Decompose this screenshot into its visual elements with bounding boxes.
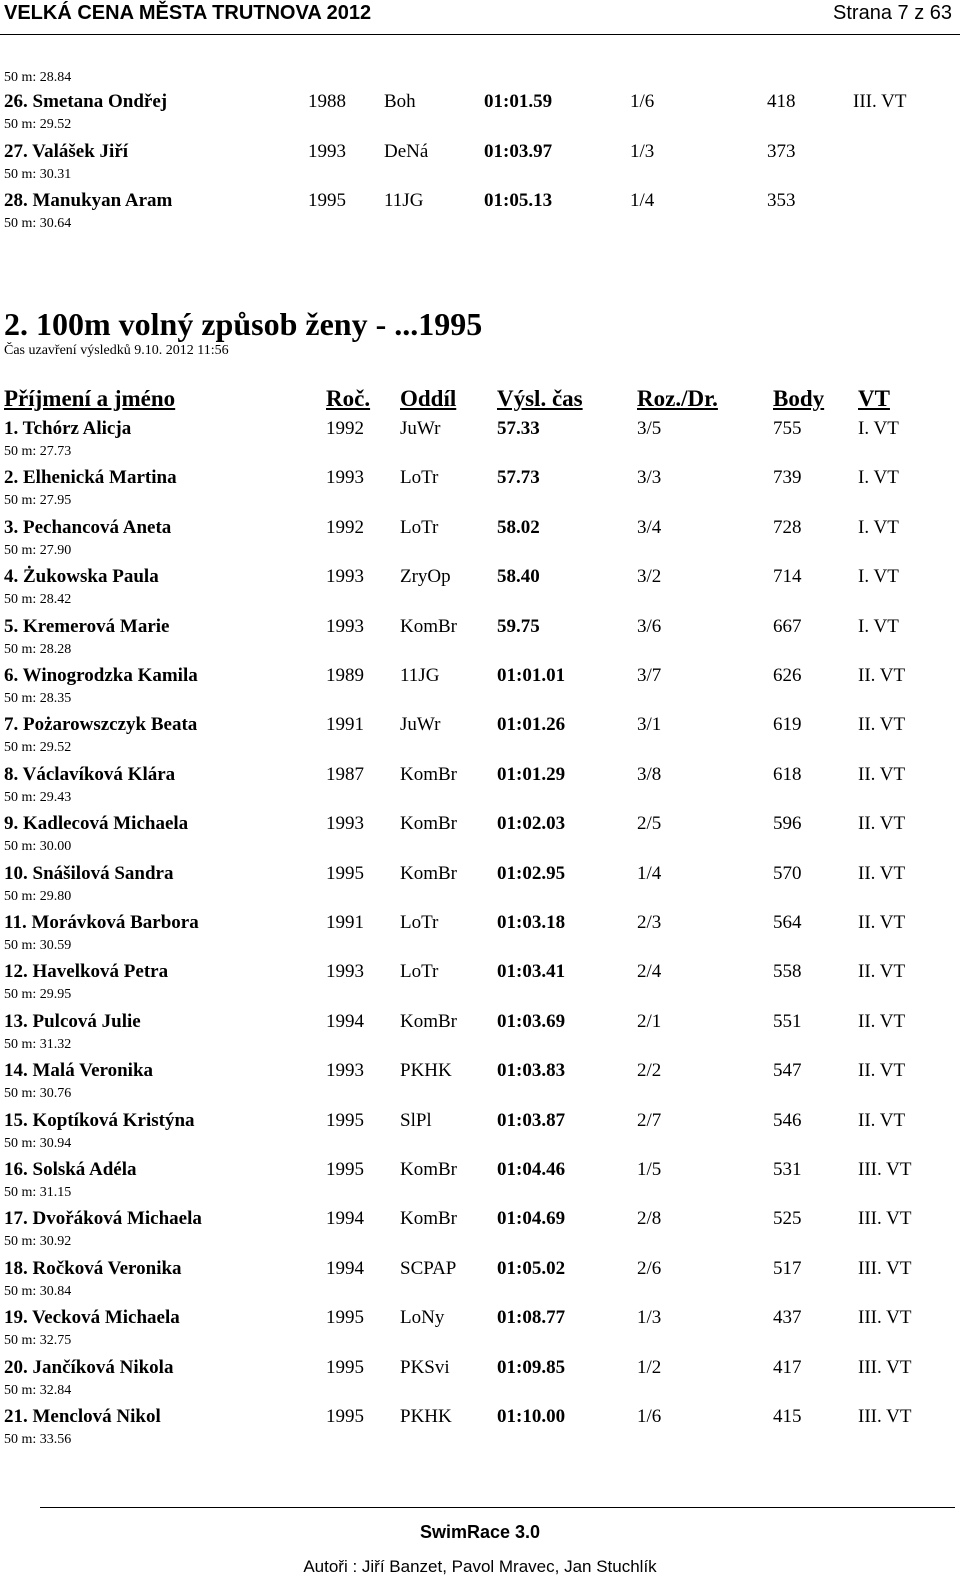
swimmer-name: 14. Malá Veronika xyxy=(4,1060,154,1082)
club: KomBr xyxy=(400,1208,457,1230)
col-name-header: Příjmení a jméno xyxy=(4,386,176,411)
performance-class: II. VT xyxy=(858,1010,906,1032)
footer-divider xyxy=(40,1507,955,1508)
result-time: 01:03.18 xyxy=(497,912,566,933)
result-time: 01:03.41 xyxy=(497,961,566,983)
swimmer-name: 17. Dvořáková Michaela xyxy=(4,1208,202,1230)
points: 728 xyxy=(773,516,802,538)
split-time: 50 m: 30.59 xyxy=(4,938,72,953)
heat-lane: 1/3 xyxy=(630,140,655,162)
result-time: 01:08.77 xyxy=(497,1307,566,1329)
club: SCPAP xyxy=(400,1257,457,1279)
birth-year: 1994 xyxy=(326,1208,364,1230)
result-row xyxy=(0,566,960,590)
club: KomBr xyxy=(400,615,457,637)
result-row xyxy=(0,1258,960,1282)
club: LoTr xyxy=(400,961,439,983)
heat-lane: 2/8 xyxy=(637,1208,662,1230)
heat-lane: 2/6 xyxy=(637,1257,662,1279)
points: 570 xyxy=(773,862,802,884)
result-row xyxy=(0,91,960,115)
points: 517 xyxy=(773,1257,802,1279)
club: JuWr xyxy=(400,714,441,736)
heat-lane: 3/3 xyxy=(637,467,662,489)
performance-class: I. VT xyxy=(858,467,899,489)
birth-year: 1987 xyxy=(326,763,364,785)
result-row xyxy=(0,141,960,165)
col-year-header: Roč. xyxy=(326,386,371,411)
points: 626 xyxy=(773,665,802,686)
result-time: 01:05.13 xyxy=(484,190,553,211)
performance-class: II. VT xyxy=(858,862,906,884)
performance-class: II. VT xyxy=(858,714,906,736)
points: 551 xyxy=(773,1010,802,1032)
swimmer-name: 1. Tchórz Alicja xyxy=(4,418,132,439)
club: KomBr xyxy=(400,813,457,835)
points: 564 xyxy=(773,912,802,933)
result-time: 01:01.29 xyxy=(497,763,566,785)
result-row xyxy=(0,813,960,837)
result-time: 01:01.01 xyxy=(497,665,566,686)
swimmer-name: 20. Jančíková Nikola xyxy=(4,1356,174,1378)
heat-lane: 3/2 xyxy=(637,566,662,588)
points: 618 xyxy=(773,763,802,785)
result-row xyxy=(0,714,960,738)
split-time: 50 m: 27.90 xyxy=(4,542,72,558)
birth-year: 1995 xyxy=(326,1307,364,1329)
swimmer-name: 16. Solská Adéla xyxy=(4,1159,137,1180)
result-time: 59.75 xyxy=(497,615,540,637)
club: 11JG xyxy=(384,190,424,211)
birth-year: 1992 xyxy=(326,418,364,439)
split-time: 50 m: 27.95 xyxy=(4,493,72,509)
split-time: 50 m: 29.43 xyxy=(4,789,72,805)
heat-lane: 2/7 xyxy=(637,1109,662,1131)
split-time: 50 m: 29.52 xyxy=(4,740,72,756)
heat-lane: 3/5 xyxy=(637,418,662,439)
club: LoTr xyxy=(400,516,439,538)
birth-year: 1994 xyxy=(326,1257,364,1279)
heat-lane: 2/5 xyxy=(637,813,662,835)
birth-year: 1995 xyxy=(326,1406,364,1427)
swimmer-name: 7. Pożarowszczyk Beata xyxy=(4,714,198,736)
birth-year: 1995 xyxy=(326,1159,364,1180)
club: Boh xyxy=(384,91,416,112)
split-time: 50 m: 30.94 xyxy=(4,1135,72,1151)
points: 546 xyxy=(773,1109,802,1131)
birth-year: 1993 xyxy=(326,813,364,835)
points: 415 xyxy=(773,1406,802,1427)
split-time: 50 m: 28.84 xyxy=(4,70,72,85)
club: JuWr xyxy=(400,418,441,439)
result-row xyxy=(0,1357,960,1381)
club: LoTr xyxy=(400,912,439,933)
event-title: VELKÁ CENA MĚSTA TRUTNOVA 2012 xyxy=(4,2,372,24)
result-time: 01:04.69 xyxy=(497,1208,566,1230)
result-time: 57.33 xyxy=(497,418,540,439)
performance-class: I. VT xyxy=(858,418,899,439)
swimmer-name: 2. Elhenická Martina xyxy=(4,467,177,489)
performance-class: II. VT xyxy=(858,961,906,983)
result-row xyxy=(0,190,960,214)
section-subtitle: Čas uzavření výsledků 9.10. 2012 11:56 xyxy=(4,343,229,358)
swimmer-name: 15. Koptíková Kristýna xyxy=(4,1109,195,1131)
swimmer-name: 12. Havelková Petra xyxy=(4,961,169,983)
heat-lane: 3/8 xyxy=(637,763,662,785)
split-time: 50 m: 29.95 xyxy=(4,987,72,1003)
performance-class: II. VT xyxy=(858,665,906,686)
points: 755 xyxy=(773,418,802,439)
swimmer-name: 9. Kadlecová Michaela xyxy=(4,813,189,835)
points: 547 xyxy=(773,1060,802,1082)
split-time: 50 m: 27.73 xyxy=(4,444,72,459)
heat-lane: 3/6 xyxy=(637,615,662,637)
result-time: 58.40 xyxy=(497,566,540,588)
split-time: 50 m: 28.28 xyxy=(4,641,72,657)
split-time: 50 m: 29.52 xyxy=(4,117,72,132)
split-time: 50 m: 33.56 xyxy=(4,1432,72,1447)
performance-class: II. VT xyxy=(858,813,906,835)
swimmer-name: 5. Kremerová Marie xyxy=(4,615,170,637)
points: 525 xyxy=(773,1208,802,1230)
result-time: 01:02.03 xyxy=(497,813,566,835)
result-row xyxy=(0,961,960,985)
club: SlPl xyxy=(400,1109,432,1131)
birth-year: 1995 xyxy=(326,1109,364,1131)
swimmer-name: 4. Żukowska Paula xyxy=(4,566,159,588)
heat-lane: 1/6 xyxy=(637,1406,662,1427)
birth-year: 1989 xyxy=(326,665,364,686)
result-time: 01:01.26 xyxy=(497,714,566,736)
heat-lane: 2/2 xyxy=(637,1060,662,1082)
result-time: 01:10.00 xyxy=(497,1406,566,1427)
heat-lane: 3/4 xyxy=(637,516,662,538)
page-header xyxy=(0,0,960,28)
club: KomBr xyxy=(400,1010,457,1032)
points: 353 xyxy=(767,190,796,211)
swimmer-name: 19. Vecková Michaela xyxy=(4,1307,180,1329)
split-time: 50 m: 28.42 xyxy=(4,592,72,608)
footer-app-name: SwimRace 3.0 xyxy=(419,1522,541,1542)
club: ZryOp xyxy=(400,566,451,588)
points: 531 xyxy=(773,1159,802,1180)
split-time: 50 m: 31.32 xyxy=(4,1036,72,1052)
heat-lane: 1/4 xyxy=(637,862,662,884)
page-number: Strana 7 z 63 xyxy=(833,2,952,24)
club: 11JG xyxy=(400,665,440,686)
birth-year: 1993 xyxy=(326,615,364,637)
result-row xyxy=(0,418,960,442)
result-row xyxy=(0,467,960,491)
birth-year: 1995 xyxy=(308,190,346,211)
club: PKSvi xyxy=(400,1356,450,1378)
performance-class: III. VT xyxy=(858,1356,912,1378)
result-row xyxy=(0,912,960,936)
performance-class: III. VT xyxy=(858,1307,912,1329)
result-time: 57.73 xyxy=(497,467,540,489)
performance-class: I. VT xyxy=(858,615,899,637)
col-time-header: Výsl. čas xyxy=(497,386,583,411)
split-time: 50 m: 31.15 xyxy=(4,1185,72,1200)
result-time: 01:05.02 xyxy=(497,1257,566,1279)
heat-lane: 1/2 xyxy=(637,1356,662,1378)
split-time: 50 m: 30.31 xyxy=(4,166,72,182)
performance-class: I. VT xyxy=(858,516,899,538)
birth-year: 1991 xyxy=(326,912,364,933)
swimmer-name: 10. Snášilová Sandra xyxy=(4,862,174,884)
points: 417 xyxy=(773,1356,802,1378)
result-row xyxy=(0,517,960,541)
result-row xyxy=(0,1406,960,1430)
result-time: 01:03.97 xyxy=(484,140,553,162)
club: LoNy xyxy=(400,1307,445,1329)
result-time: 01:04.46 xyxy=(497,1159,566,1180)
result-time: 01:02.95 xyxy=(497,862,566,884)
performance-class: III. VT xyxy=(858,1257,912,1279)
birth-year: 1993 xyxy=(326,566,364,588)
split-time: 50 m: 30.64 xyxy=(4,216,72,231)
performance-class: III. VT xyxy=(858,1159,912,1180)
split-time: 50 m: 32.84 xyxy=(4,1382,72,1398)
split-time: 50 m: 28.35 xyxy=(4,691,72,706)
heat-lane: 2/4 xyxy=(637,961,662,983)
result-time: 01:03.87 xyxy=(497,1109,566,1131)
birth-year: 1993 xyxy=(326,961,364,983)
club: PKHK xyxy=(400,1060,452,1082)
points: 739 xyxy=(773,467,802,489)
heat-lane: 3/1 xyxy=(637,714,662,736)
col-heat-header: Roz./Dr. xyxy=(637,386,718,411)
club: KomBr xyxy=(400,763,457,785)
col-club-header: Oddíl xyxy=(400,386,457,411)
birth-year: 1988 xyxy=(308,91,346,112)
club: LoTr xyxy=(400,467,439,489)
performance-class: III. VT xyxy=(858,1208,912,1230)
performance-class: I. VT xyxy=(858,566,899,588)
points: 596 xyxy=(773,813,802,835)
points: 558 xyxy=(773,961,802,983)
heat-lane: 1/6 xyxy=(630,91,655,112)
result-row xyxy=(0,1011,960,1035)
points: 418 xyxy=(767,91,796,112)
column-headers xyxy=(0,386,960,416)
performance-class: II. VT xyxy=(858,1109,906,1131)
split-time: 50 m: 29.80 xyxy=(4,888,72,904)
swimmer-name: 26. Smetana Ondřej xyxy=(4,91,168,112)
result-time: 01:01.59 xyxy=(484,91,553,112)
heat-lane: 3/7 xyxy=(637,665,662,686)
result-time: 01:03.69 xyxy=(497,1010,566,1032)
result-time: 58.02 xyxy=(497,516,540,538)
split-time: 50 m: 30.76 xyxy=(4,1086,72,1102)
points: 373 xyxy=(767,140,796,162)
points: 714 xyxy=(773,566,802,588)
heat-lane: 1/3 xyxy=(637,1307,662,1329)
club: KomBr xyxy=(400,1159,457,1180)
birth-year: 1993 xyxy=(326,467,364,489)
footer-authors: Autoři : Jiří Banzet, Pavol Mravec, Jan Stuchlík xyxy=(303,1557,657,1576)
birth-year: 1995 xyxy=(326,862,364,884)
heat-lane: 1/4 xyxy=(630,190,655,211)
split-time: 50 m: 32.75 xyxy=(4,1333,72,1349)
result-time: 01:03.83 xyxy=(497,1060,566,1082)
heat-lane: 2/3 xyxy=(637,912,662,933)
header-divider xyxy=(0,34,960,35)
swimmer-name: 27. Valášek Jiří xyxy=(4,140,129,162)
result-row xyxy=(0,863,960,887)
result-row xyxy=(0,1060,960,1084)
result-row xyxy=(0,665,960,689)
swimmer-name: 3. Pechancová Aneta xyxy=(4,516,172,538)
club: PKHK xyxy=(400,1406,452,1427)
section-title: 2. 100m volný způsob ženy - ...1995 xyxy=(4,306,483,342)
heat-lane: 2/1 xyxy=(637,1010,662,1032)
performance-class: II. VT xyxy=(858,763,906,785)
swimmer-name: 11. Morávková Barbora xyxy=(4,912,199,933)
birth-year: 1993 xyxy=(326,1060,364,1082)
result-row xyxy=(0,1307,960,1331)
result-row xyxy=(0,1159,960,1183)
split-time: 50 m: 30.00 xyxy=(4,839,72,855)
split-time: 50 m: 30.84 xyxy=(4,1283,72,1299)
split-time: 50 m: 30.92 xyxy=(4,1234,72,1250)
birth-year: 1994 xyxy=(326,1010,364,1032)
swimmer-name: 13. Pulcová Julie xyxy=(4,1010,141,1032)
birth-year: 1993 xyxy=(308,140,346,162)
performance-class: II. VT xyxy=(858,912,906,933)
swimmer-name: 18. Ročková Veronika xyxy=(4,1257,182,1279)
performance-class: III. VT xyxy=(858,1406,912,1427)
result-row xyxy=(0,1110,960,1134)
heat-lane: 1/5 xyxy=(637,1159,662,1180)
result-row xyxy=(0,616,960,640)
swimmer-name: 28. Manukyan Aram xyxy=(4,190,173,211)
points: 437 xyxy=(773,1307,802,1329)
club: KomBr xyxy=(400,862,457,884)
performance-class: III. VT xyxy=(853,91,907,112)
birth-year: 1995 xyxy=(326,1356,364,1378)
result-time: 01:09.85 xyxy=(497,1356,566,1378)
points: 619 xyxy=(773,714,802,736)
result-row xyxy=(0,1208,960,1232)
points: 667 xyxy=(773,615,802,637)
result-row xyxy=(0,764,960,788)
col-points-header: Body xyxy=(773,386,825,411)
club: DeNá xyxy=(384,140,429,162)
performance-class: II. VT xyxy=(858,1060,906,1082)
swimmer-name: 8. Václavíková Klára xyxy=(4,763,176,785)
birth-year: 1992 xyxy=(326,516,364,538)
birth-year: 1991 xyxy=(326,714,364,736)
swimmer-name: 21. Menclová Nikol xyxy=(4,1406,161,1427)
swimmer-name: 6. Winogrodzka Kamila xyxy=(4,665,198,686)
col-vt-header: VT xyxy=(858,386,890,411)
